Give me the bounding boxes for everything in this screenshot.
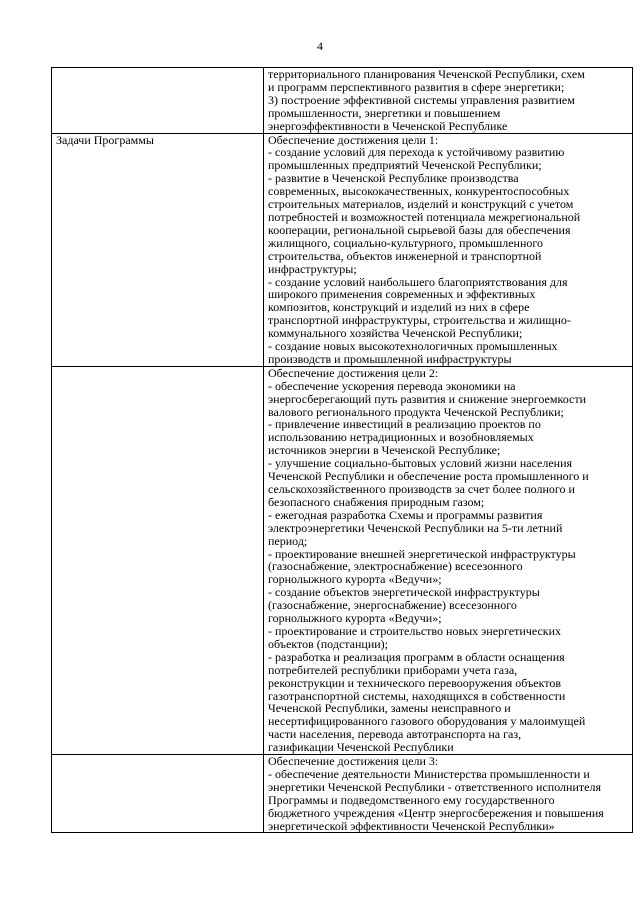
content-line: промышленности, энергетики и повышением bbox=[268, 105, 501, 120]
content-line: несертифицированного газового оборудования у малоимущей bbox=[268, 714, 586, 729]
content-line: инфраструктуры; bbox=[268, 261, 357, 276]
content-line: строительных материалов, изделий и конструкций с учетом bbox=[268, 197, 574, 212]
content-line: использованию нетрадиционных и возобновляемых bbox=[268, 430, 534, 445]
content-line: - создание объектов энергетической инфраструктуры bbox=[268, 585, 540, 600]
content-line: - привлечение инвестиций в реализацию проектов по bbox=[268, 417, 541, 432]
row-content-cell bbox=[264, 366, 633, 754]
content-line: и программ перспективного развития в сфере энергетики; bbox=[268, 79, 565, 94]
content-line: электроэнергетики Чеченской Республики на 5-ти летний bbox=[268, 520, 563, 535]
content-line: транспортной инфраструктуры, строительства и жилищно- bbox=[268, 313, 571, 328]
content-line: источников энергии в Чеченской Республике; bbox=[268, 443, 501, 458]
table-row bbox=[52, 133, 633, 366]
row-label-cell bbox=[52, 366, 264, 754]
content-line: части населения, перевода автотранспорта на газ, bbox=[268, 727, 522, 742]
content-line: (газоснабжение, энергоснабжение) всесезонного bbox=[268, 598, 517, 613]
content-line: композитов, конструкций и изделий из них в сфере bbox=[268, 300, 530, 315]
content-line: 3) построение эффективной системы управления развитием bbox=[268, 92, 575, 107]
content-line: коммунального хозяйства Чеченской Республики; bbox=[268, 326, 523, 341]
content-line: потребителей республики приборами учета газа, bbox=[268, 662, 518, 677]
content-line: газотранспортной системы, находящихся в собственности bbox=[268, 688, 566, 703]
program-passport-table bbox=[51, 67, 633, 833]
content-line: - обеспечение ускорения перевода экономики на bbox=[268, 378, 516, 393]
content-line: территориального планирования Чеченской Республики, схем bbox=[268, 67, 585, 81]
table-row bbox=[52, 366, 633, 754]
content-line: потребностей и возможностей потенциала межрегиональной bbox=[268, 209, 581, 224]
row-label-cell bbox=[52, 755, 264, 833]
content-line: Чеченской Республики, замены неисправного и bbox=[268, 701, 511, 716]
row-label-cell bbox=[52, 68, 264, 134]
row-content-cell bbox=[264, 755, 633, 833]
row-content-cell bbox=[264, 68, 633, 134]
page-number: 4 bbox=[317, 39, 323, 53]
content-line: - разработка и реализация программ в области оснащения bbox=[268, 649, 565, 664]
content-line: - создание условий наибольшего благоприятствования для bbox=[268, 274, 568, 289]
content-line: строительства, объектов инженерной и транспортной bbox=[268, 248, 542, 263]
content-line: промышленных предприятий Чеченской Республики; bbox=[268, 158, 542, 173]
content-line: горнолыжного курорта «Ведучи»; bbox=[268, 611, 442, 626]
content-line: - проектирование внешней энергетической инфраструктуры bbox=[268, 546, 576, 561]
content-line: - развитие в Чеченской Республике производства bbox=[268, 171, 519, 186]
content-line: кооперации, региональной сырьевой базы для обеспечения bbox=[268, 222, 571, 237]
content-line: Программы и подведомственного ему государственного bbox=[268, 792, 555, 807]
content-line: - проектирование и строительство новых энергетических bbox=[268, 623, 562, 638]
content-line: жилищного, социально-культурного, промышленного bbox=[268, 235, 544, 250]
content-line: валового регионального продукта Чеченской Республики; bbox=[268, 404, 564, 419]
table-row bbox=[52, 755, 633, 833]
content-line: Обеспечение достижения цели 3: bbox=[268, 754, 439, 769]
content-line: энергетической эффективности Чеченской Республики» bbox=[268, 818, 555, 833]
content-line: горнолыжного курорта «Ведучи»; bbox=[268, 572, 442, 587]
content-line: - создание новых высокотехнологичных промышленных bbox=[268, 339, 558, 354]
row-label: Задачи Программы bbox=[56, 132, 154, 147]
content-line: объектов (подстанции); bbox=[268, 636, 388, 651]
content-line: энергоэффективности в Чеченской Республике bbox=[268, 118, 508, 133]
content-line: период; bbox=[268, 533, 308, 548]
content-line: газификации Чеченской Республики bbox=[268, 740, 454, 755]
content-line: энергосберегающий путь развития и снижение энергоемкости bbox=[268, 391, 586, 406]
content-line: сельскохозяйственного производств за счет более полного и bbox=[268, 482, 575, 496]
content-line: энергетики Чеченской Республики - ответственного исполнителя bbox=[268, 779, 601, 794]
content-line: Обеспечение достижения цели 2: bbox=[268, 365, 439, 380]
content-line: Чеченской Республики и обеспечение роста промышленного и bbox=[268, 469, 589, 484]
content-line: реконструкции и технического перевооружения объектов bbox=[268, 675, 562, 690]
row-content-cell bbox=[264, 133, 633, 366]
content-line: современных, высококачественных, конкурентоспособных bbox=[268, 184, 570, 199]
content-line: (газоснабжение, электроснабжение) всесезонного bbox=[268, 559, 523, 574]
content-line: Обеспечение достижения цели 1: bbox=[268, 132, 439, 147]
content-line: широкого применения современных и эффективных bbox=[268, 287, 536, 302]
content-line: бюджетного учреждения «Центр энергосбережения и повышения bbox=[268, 805, 604, 820]
content-line: - улучшение социально-бытовых условий жизни населения bbox=[268, 456, 573, 471]
content-line: безопасного снабжения природным газом; bbox=[268, 494, 485, 509]
table-row bbox=[52, 68, 633, 134]
content-line: - обеспечение деятельности Министерства промышленности и bbox=[268, 766, 590, 781]
content-line: - создание условий для перехода к устойчивому развитию bbox=[268, 145, 565, 160]
content-line: - ежегодная разработка Схемы и программы развития bbox=[268, 507, 543, 522]
content-line: производств и промышленной инфраструктуры bbox=[268, 351, 512, 366]
row-label-cell bbox=[52, 133, 264, 366]
